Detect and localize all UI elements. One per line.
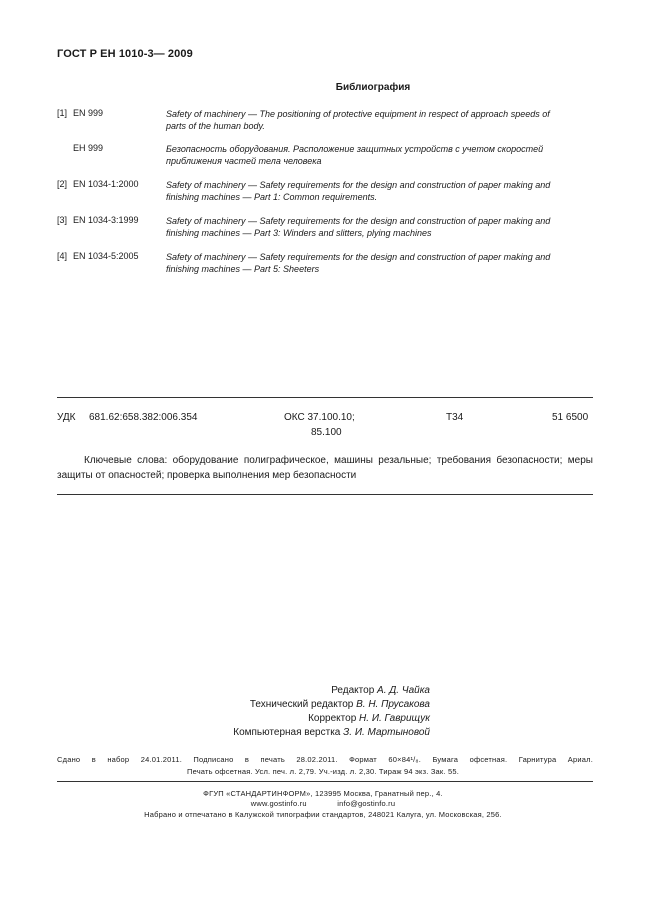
ref-title-line: parts of the human body. [166, 121, 265, 131]
credit-name: Н. И. Гаврищук [359, 713, 430, 724]
ref-title-line: Safety of machinery — Safety requirements for the design and construction of paper making and [166, 216, 551, 226]
publisher-email[interactable]: info@gostinfo.ru [337, 799, 396, 808]
oks-line2: 85.100 [311, 427, 342, 438]
ref-title-line: finishing machines — Part 5: Sheeters [166, 264, 320, 274]
ref-title [166, 143, 593, 167]
credit-role: Технический редактор [249, 699, 354, 710]
credit-name: А. Д. Чайка [377, 685, 430, 696]
keywords: Ключевые слова: оборудование полиграфическое, машины резальные; требования безопасности; меры защиты от опасностей; проверка выполнения мер безопасности [57, 455, 593, 481]
divider [57, 781, 593, 782]
ref-title-line: finishing machines — Part 3: Winders and slitters, plying machines [166, 228, 432, 238]
bibliography-title-row [0, 82, 646, 93]
credit-role: Редактор [331, 685, 375, 696]
ref-code: EN 999 [73, 108, 104, 118]
udk-label: УДК [57, 412, 76, 423]
ref-code: EN 1034-5:2005 [73, 251, 139, 261]
ref-title-line: приближения частей тела человека [166, 156, 322, 166]
credit-line [200, 726, 430, 740]
ref-title-line: Безопасность оборудования. Расположение защитных устройств с учетом скоростей [166, 144, 544, 154]
divider [57, 397, 593, 398]
ref-title [166, 179, 593, 203]
ref-code: EN 1034-3:1999 [73, 215, 139, 225]
printing-house: Набрано и отпечатано в Калужской типографии стандартов, 248021 Калуга, ул. Московская, 256. [144, 810, 502, 819]
credit-line [200, 684, 430, 698]
credit-line [200, 698, 430, 712]
publisher-contacts [0, 799, 646, 808]
credit-role: Компьютерная верстка [233, 727, 341, 738]
ref-title-line: finishing machines — Part 1: Common requirements. [166, 192, 378, 202]
ref-title [166, 215, 593, 239]
ref-title-line: Safety of machinery — Safety requirements for the design and construction of paper making and [166, 180, 551, 190]
okp-code: 51 6500 [552, 412, 589, 423]
credit-line [200, 712, 430, 726]
credit-name: В. Н. Прусакова [356, 699, 430, 710]
group-code: Т34 [446, 412, 464, 423]
standard-id-header: ГОСТ Р ЕН 1010-3— 2009 [57, 48, 193, 60]
publisher-address: ФГУП «СТАНДАРТИНФОРМ», 123995 Москва, Гранатный пер., 4. [203, 789, 443, 798]
ref-title-line: Safety of machinery — Safety requirements for the design and construction of paper making and [166, 252, 551, 262]
udk-value: 681.62:658.382:006.354 [89, 412, 198, 423]
credit-name: З. И. Мартыновой [343, 727, 430, 738]
ref-code: EH 999 [73, 143, 104, 153]
ref-title [166, 108, 593, 132]
credit-role: Корректор [308, 713, 357, 724]
ref-number: [3] [57, 215, 68, 225]
oks-line1: ОКС 37.100.10; [284, 412, 355, 423]
ref-number: [1] [57, 108, 68, 118]
print-info-line2: Печать офсетная. Усл. печ. л. 2,79. Уч.-изд. л. 2,30. Тираж 94 экз. Зак. 55. [186, 767, 460, 776]
credits-block [200, 684, 430, 740]
ref-number: [2] [57, 179, 68, 189]
publisher-website[interactable]: www.gostinfo.ru [250, 799, 307, 808]
ref-number: [4] [57, 251, 68, 261]
bibliography-title: Библиография [335, 82, 411, 93]
ref-title [166, 251, 593, 275]
print-info-line1: Сдано в набор 24.01.2011. Подписано в печать 28.02.2011. Формат 60×84¹/₈. Бумага офсетная. Гарнитура Ариал. [57, 755, 593, 764]
ref-title-line: Safety of machinery — The positioning of protective equipment in respect of approach speeds of [166, 109, 550, 119]
divider [57, 494, 593, 495]
ref-code: EN 1034-1:2000 [73, 179, 139, 189]
